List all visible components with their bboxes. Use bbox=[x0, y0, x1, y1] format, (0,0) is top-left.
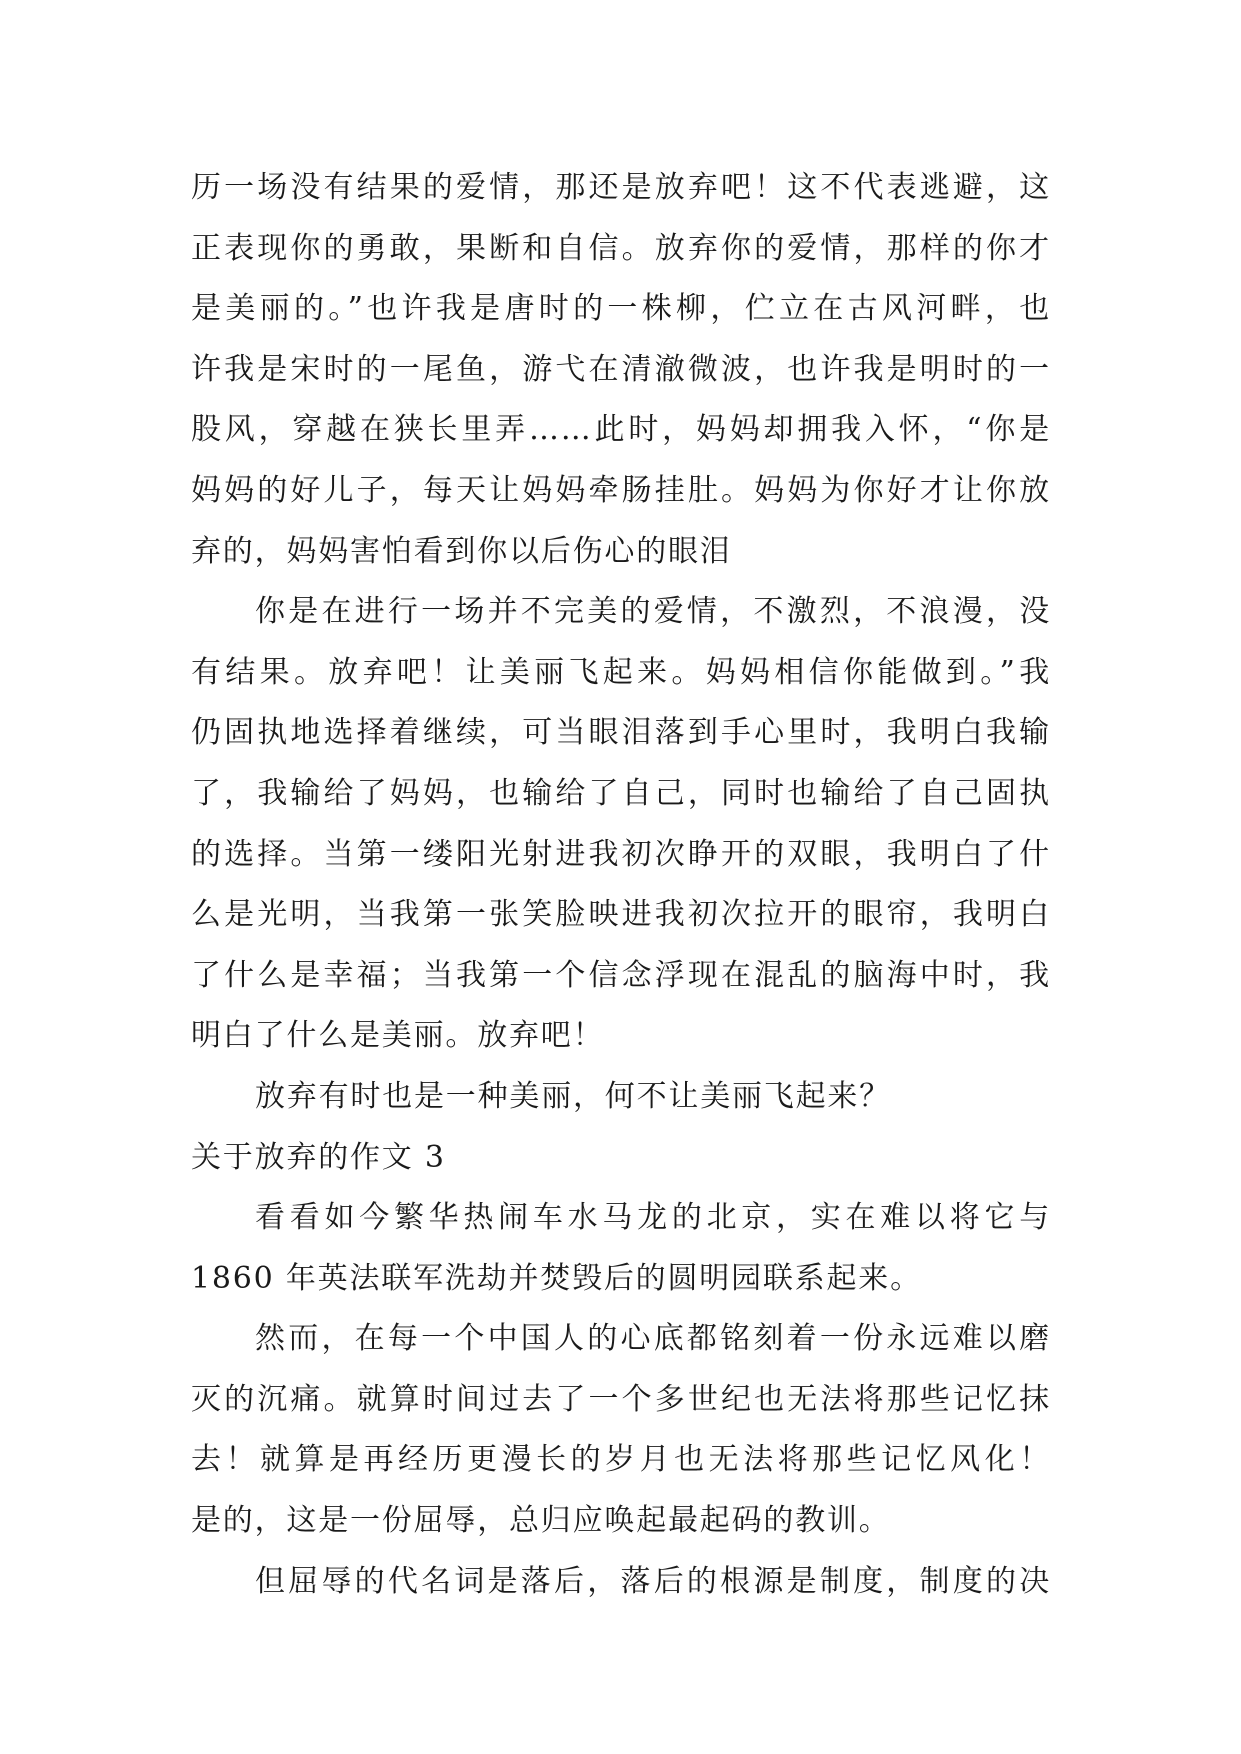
text-line: 然而，在每一个中国人的心底都铭刻着一份永远难以磨 bbox=[255, 1321, 1051, 1357]
text-line: 是美丽的。”也许我是唐时的一株柳，伫立在古风河畔，也 bbox=[191, 291, 1051, 327]
text-line: 但屈辱的代名词是落后，落后的根源是制度，制度的决 bbox=[255, 1563, 1051, 1599]
text-line: 历一场没有结果的爱情，那还是放弃吧！这不代表逃避，这 bbox=[191, 170, 1051, 205]
text-line: 明白了什么是美丽。放弃吧！ bbox=[191, 1018, 605, 1054]
text-line: 放弃有时也是一种美丽，何不让美丽飞起来？ bbox=[255, 1078, 891, 1114]
text-line: 灭的沉痛。就算时间过去了一个多世纪也无法将那些记忆抹 bbox=[191, 1381, 1051, 1417]
text-line: 你是在进行一场并不完美的爱情，不激烈，不浪漫，没 bbox=[255, 594, 1051, 630]
text-line: 了什么是幸福；当我第一个信念浮现在混乱的脑海中时，我 bbox=[191, 957, 1051, 993]
text-line: 关于放弃的作文 3 bbox=[191, 1139, 446, 1175]
text-line: 仍固执地选择着继续，可当眼泪落到手心里时，我明白我输 bbox=[191, 715, 1051, 751]
document-body bbox=[191, 158, 1051, 1612]
text-line: 许我是宋时的一尾鱼，游弋在清澈微波，也许我是明时的一 bbox=[191, 351, 1051, 387]
text-line: 是的，这是一份屈辱，总归应唤起最起码的教训。 bbox=[191, 1503, 891, 1539]
text-line: 看看如今繁华热闹车水马龙的北京，实在难以将它与 bbox=[255, 1200, 1051, 1236]
text-line: 1860 年英法联军洗劫并焚毁后的圆明园联系起来。 bbox=[191, 1260, 922, 1296]
text-line: 的选择。当第一缕阳光射进我初次睁开的双眼，我明白了什 bbox=[191, 836, 1051, 872]
text-line: 弃的，妈妈害怕看到你以后伤心的眼泪 bbox=[191, 533, 732, 569]
text-line: 了，我输给了妈妈，也输给了自己，同时也输给了自己固执 bbox=[191, 775, 1051, 811]
text-line: 妈妈的好儿子，每天让妈妈牵肠挂肚。妈妈为你好才让你放 bbox=[191, 472, 1051, 508]
text-line: 么是光明，当我第一张笑脸映进我初次拉开的眼帘，我明白 bbox=[191, 897, 1051, 933]
text-line: 去！就算是再经历更漫长的岁月也无法将那些记忆风化！ bbox=[191, 1442, 1051, 1478]
text-line: 正表现你的勇敢，果断和自信。放弃你的爱情，那样的你才 bbox=[191, 230, 1051, 266]
text-line: 股风，穿越在狭长里弄……此时，妈妈却拥我入怀，“你是 bbox=[191, 412, 1051, 448]
text-line: 有结果。放弃吧！让美丽飞起来。妈妈相信你能做到。”我 bbox=[191, 654, 1051, 690]
